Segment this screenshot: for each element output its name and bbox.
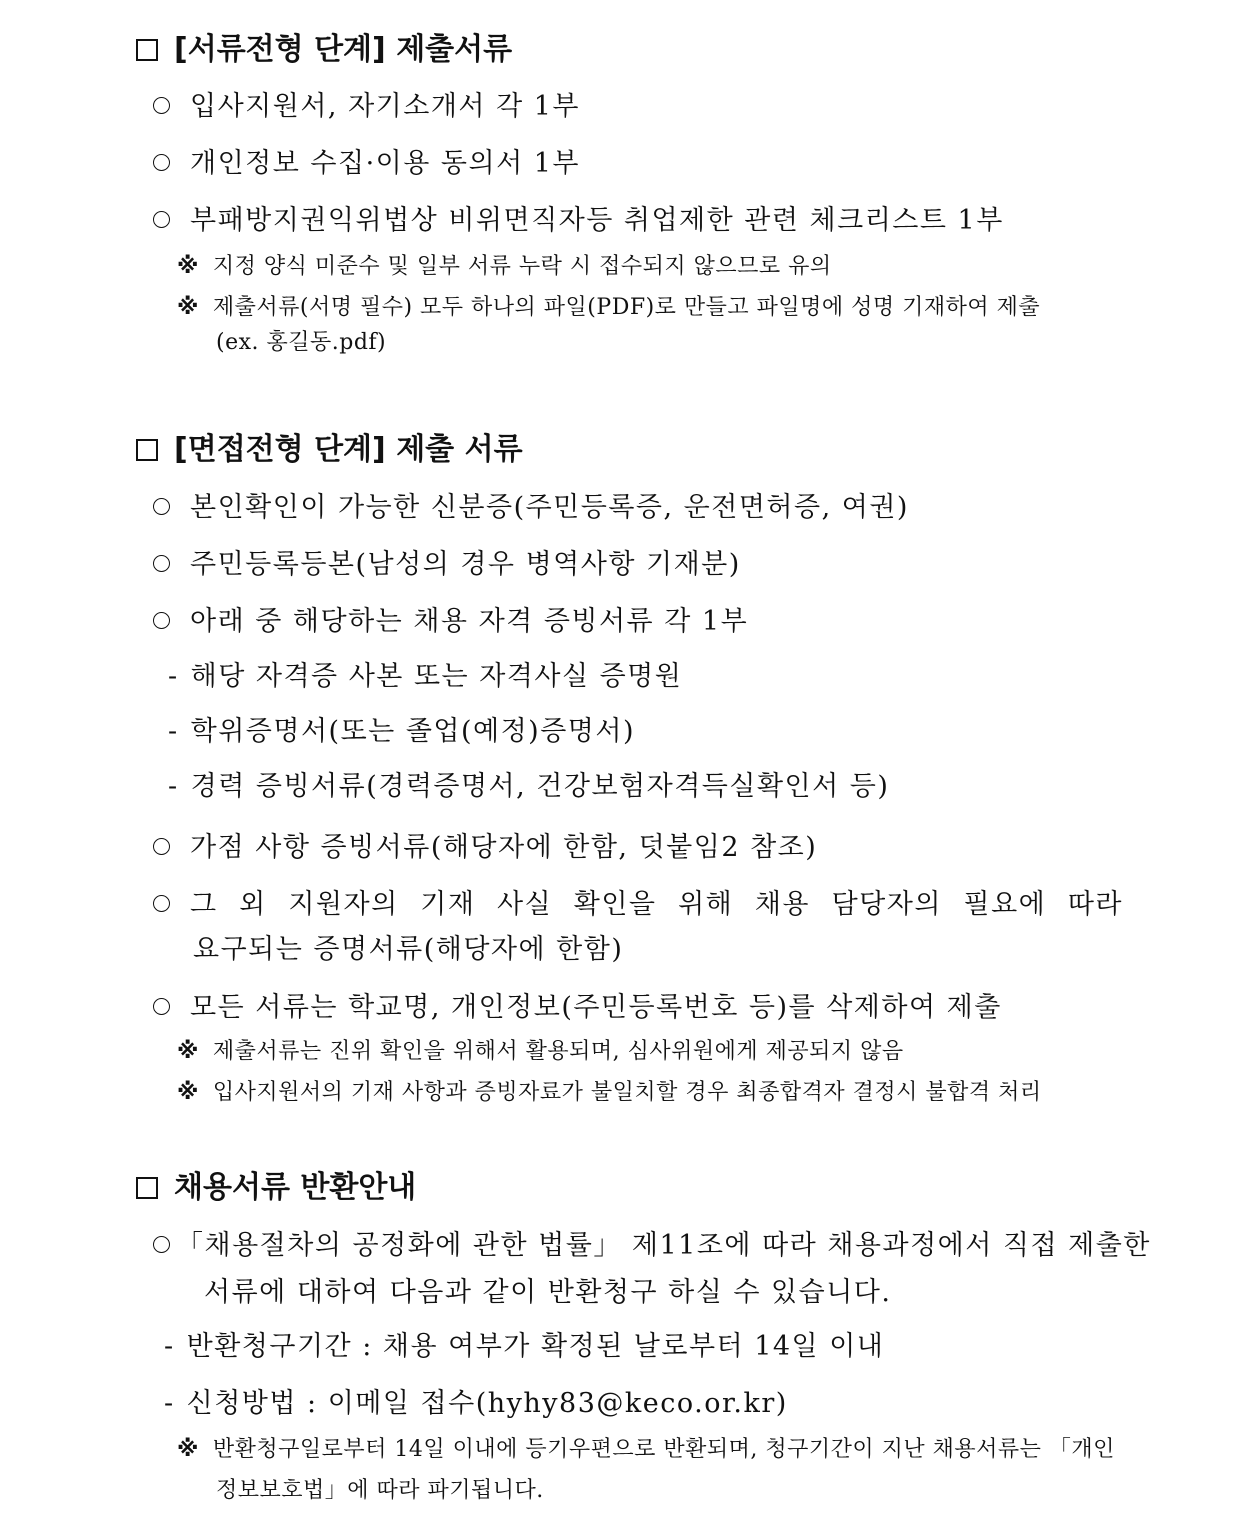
list-item: 본인확인이 가능한 신분증(주민등록증, 운전면허증, 여권) [153,485,909,524]
sub-list-item: - 반환청구기간 : 채용 여부가 확정된 날로부터 14일 이내 [164,1331,885,1362]
list-item: 입사지원서, 자기소개서 각 1부 [153,84,580,123]
list-item: 그 외 지원자의 기재 사실 확인을 위해 채용 담당자의 필요에 따라 [153,882,1123,921]
note: ※ 지정 양식 미준수 및 일부 서류 누락 시 접수되지 않으므로 유의 [177,254,832,279]
list-item-continuation: 서류에 대하여 다음과 같이 반환청구 하실 수 있습니다. [204,1277,892,1308]
section-3-heading: 채용서류 반환안내 [136,1162,416,1206]
checkbox-square-icon [136,39,158,61]
checkbox-square-icon [136,1177,158,1199]
dash-marker: - [164,1388,175,1419]
circle-bullet-icon [153,555,170,572]
note: ※ 반환청구일로부터 14일 이내에 등기우편으로 반환되며, 청구기간이 지난 채용서류는 「개인 [177,1437,1115,1462]
list-item: 개인정보 수집·이용 동의서 1부 [153,141,580,180]
circle-bullet-icon [153,211,170,228]
dash-marker: - [164,1331,175,1362]
circle-bullet-icon [153,154,170,171]
note: ※ 입사지원서의 기재 사항과 증빙자료가 불일치할 경우 최종합격자 결정시 불합격 처리 [177,1080,1042,1105]
section-2-heading: [면접전형 단계] 제출 서류 [136,424,523,468]
note-continuation: (ex. 홍길동.pdf) [216,330,387,355]
circle-bullet-icon [153,498,170,515]
reference-mark-icon: ※ [177,1080,199,1105]
section-1-heading: [서류전형 단계] 제출서류 [136,24,512,68]
checkbox-square-icon [136,439,158,461]
circle-bullet-icon [153,998,170,1015]
list-item: 가점 사항 증빙서류(해당자에 한함, 덧붙임2 참조) [153,825,817,864]
list-item: 모든 서류는 학교명, 개인정보(주민등록번호 등)를 삭제하여 제출 [153,985,1002,1024]
list-item: 아래 중 해당하는 채용 자격 증빙서류 각 1부 [153,599,748,638]
sub-list-item: - 경력 증빙서류(경력증명서, 건강보험자격득실확인서 등) [168,771,890,802]
note: ※ 제출서류(서명 필수) 모두 하나의 파일(PDF)로 만들고 파일명에 성명 기재하여 제출 [177,295,1041,320]
reference-mark-icon: ※ [177,1039,199,1064]
circle-bullet-icon [153,1236,170,1253]
sub-list-item: - 신청방법 : 이메일 접수(hyhy83@keco.or.kr) [164,1388,788,1419]
circle-bullet-icon [153,895,170,912]
dash-marker: - [168,716,179,747]
dash-marker: - [168,661,179,692]
sub-list-item: - 학위증명서(또는 졸업(예정)증명서) [168,716,635,747]
list-item: 부패방지권익위법상 비위면직자등 취업제한 관련 체크리스트 1부 [153,198,1004,237]
reference-mark-icon: ※ [177,1437,199,1462]
list-item-continuation: 요구되는 증명서류(해당자에 한함) [193,934,624,965]
circle-bullet-icon [153,97,170,114]
note: ※ 제출서류는 진위 확인을 위해서 활용되며, 심사위원에게 제공되지 않음 [177,1039,904,1064]
reference-mark-icon: ※ [177,254,199,279]
circle-bullet-icon [153,612,170,629]
note-continuation: 정보보호법」에 따라 파기됩니다. [216,1478,544,1503]
reference-mark-icon: ※ [177,295,199,320]
list-item: 주민등록등본(남성의 경우 병역사항 기재분) [153,542,741,581]
circle-bullet-icon [153,838,170,855]
sub-list-item: - 해당 자격증 사본 또는 자격사실 증명원 [168,661,683,692]
list-item: 「채용절차의 공정화에 관한 법률」 제11조에 따라 채용과정에서 직접 제출한 [153,1223,1123,1262]
dash-marker: - [168,771,179,802]
